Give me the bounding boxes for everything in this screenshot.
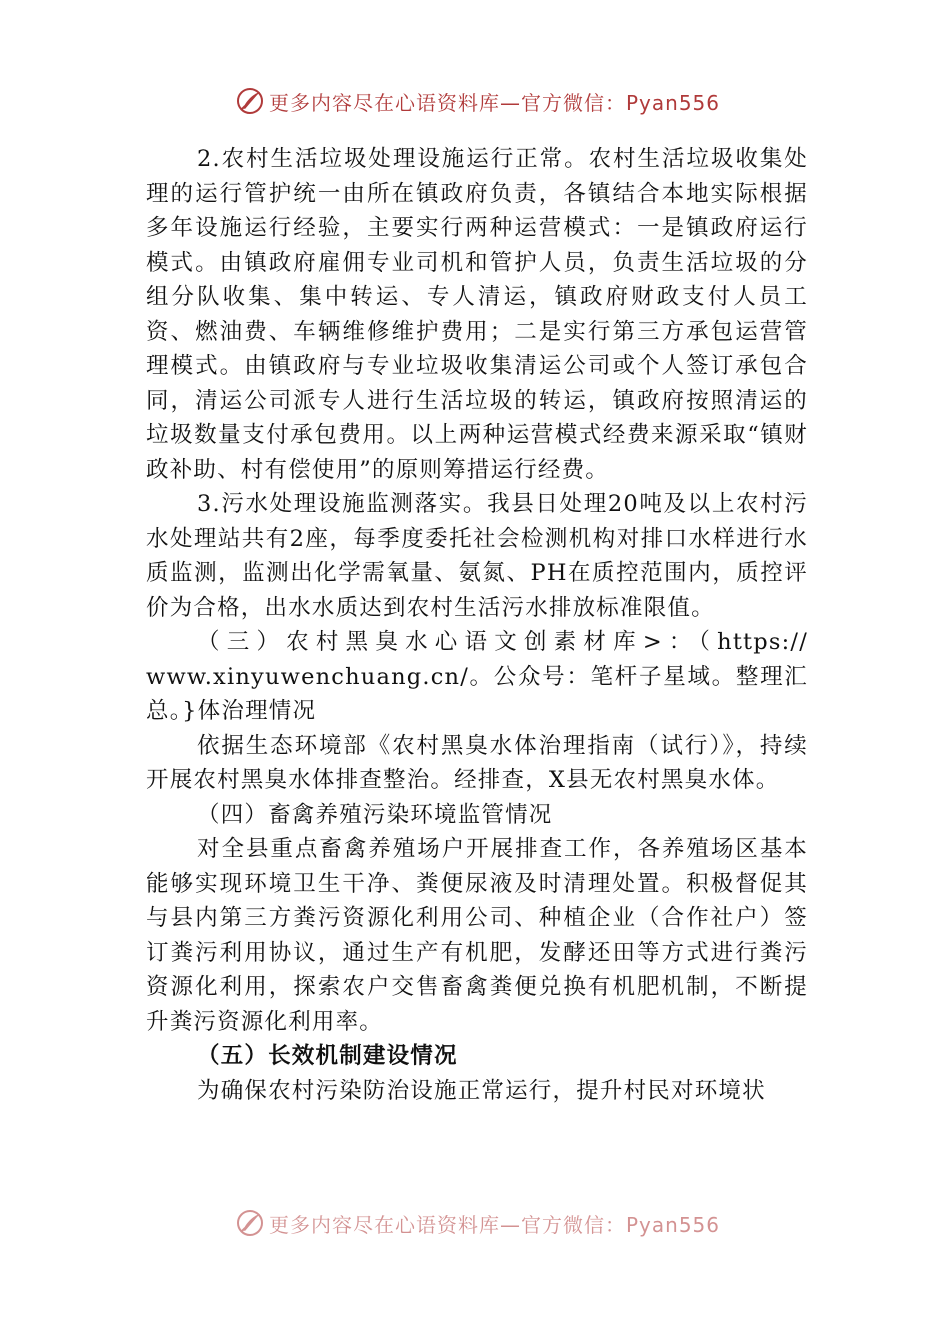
heading-black-odorous-line1: （三）农村黑臭水心语文创素材库>：（https:// <box>197 629 808 655</box>
paragraph-sewage-monitoring: 3.污水处理设施监测落实。我县日处理20吨及以上农村污水处理站共有2座，每季度委托社会检测机构对排口水样进行水质监测，监测出化学需氧量、氨氮、PH在质控范围内，质控评价为合格，出水水质达到农村生活污水排放标准限值。 <box>146 491 808 621</box>
watermark-header <box>235 86 720 116</box>
heading-long-term-mechanism: （五）长效机制建设情况 <box>197 1043 458 1069</box>
watermark-text: 更多内容尽在心语资料库—官方微信：Pyan556 <box>269 90 721 115</box>
heading-livestock-pollution: （四）畜禽养殖污染环境监管情况 <box>197 801 553 828</box>
paragraph-black-odorous-water: 依据生态环境部《农村黑臭水体治理指南（试行）》，持续开展农村黑臭水体排查整治。经排查，X县无农村黑臭水体。 <box>146 732 808 793</box>
watermark-text: 更多内容尽在心语资料库—官方微信：Pyan556 <box>269 1212 721 1237</box>
quill-seal-logo-icon <box>235 1208 265 1238</box>
quill-seal-logo-icon <box>235 86 265 116</box>
paragraph-long-term-mechanism: 为确保农村污染防治设施正常运行，提升村民对环境状 <box>197 1077 766 1104</box>
paragraph-livestock-pollution: 对全县重点畜禽养殖场户开展排查工作，各养殖场区基本能够实现环境卫生干净、粪便尿液及时清理处置。积极督促其与县内第三方粪污资源化利用公司、种植企业（合作社户）签订粪污利用协议，通过生产有机肥，发酵还田等方式进行粪污资源化利用，探索农户交售畜禽粪便兑换有机肥机制，不断提升粪污资源化利用率。 <box>146 836 808 1035</box>
heading-black-odorous-line2: www.xinyuwenchuang.cn/。公众号：笔杆子星域。整理汇 <box>146 663 808 690</box>
watermark-footer <box>235 1208 720 1238</box>
heading-black-odorous-line3: 总。}体治理情况 <box>146 698 317 724</box>
document-body <box>146 142 808 1108</box>
paragraph-garbage-facilities: 2.农村生活垃圾处理设施运行正常。农村生活垃圾收集处理的运行管护统一由所在镇政府负责，各镇结合本地实际根据多年设施运行经验，主要实行两种运营模式：一是镇政府运行模式。由镇政府雇佣专业司机和管护人员，负责生活垃圾的分组分队收集、集中转运、专人清运，镇政府财政支付人员工资、燃油费、车辆维修维护费用；二是实行第三方承包运营管理模式。由镇政府与专业垃圾收集清运公司或个人签订承包合同，清运公司派专人进行生活垃圾的转运，镇政府按照清运的垃圾数量支付承包费用。以上两种运营模式经费来源采取“镇财政补助、村有偿使用”的原则筹措运行经费。 <box>146 146 808 483</box>
